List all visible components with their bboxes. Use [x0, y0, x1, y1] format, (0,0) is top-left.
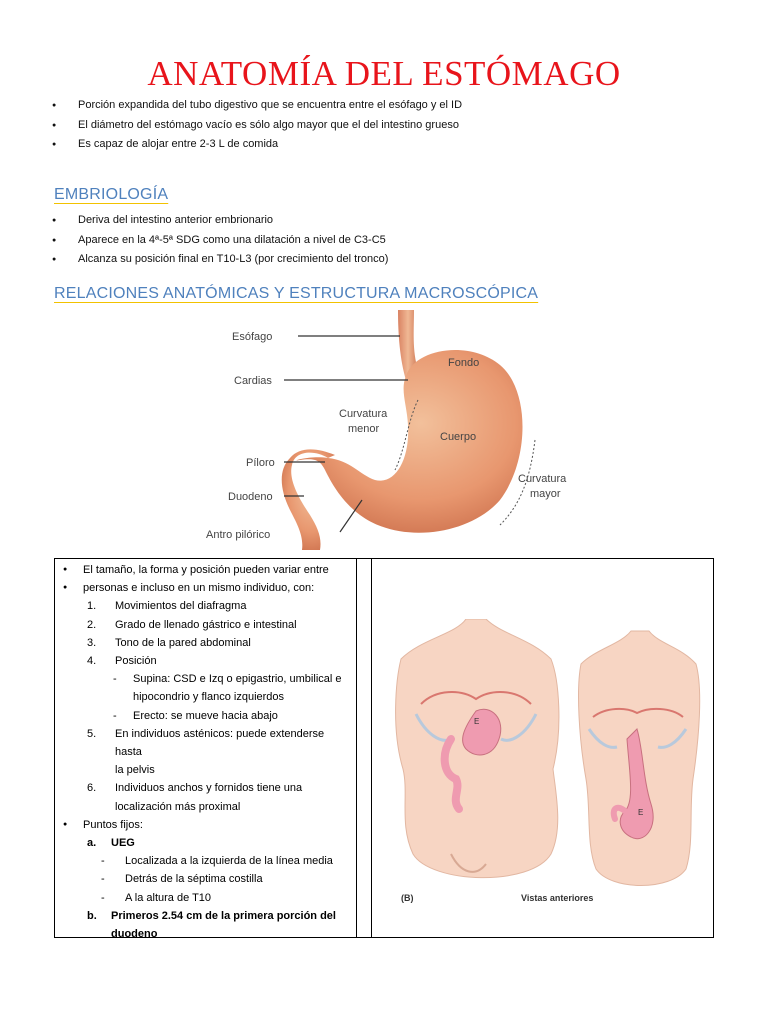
- label-curvatura-menor-1: Curvatura: [339, 408, 388, 420]
- sub-item: - Erecto: se mueve hacia abajo: [113, 709, 278, 722]
- label-curvatura-mayor-1: Curvatura: [518, 473, 567, 485]
- embriologia-list: [40, 211, 388, 270]
- table-divider: [356, 559, 357, 937]
- list-item: ● Deriva del intestino anterior embrionario: [40, 211, 388, 231]
- list-item: ● Alcanza su posición final en T10-L3 (por crecimiento del tronco): [40, 250, 388, 270]
- section-heading-relaciones: RELACIONES ANATÓMICAS Y ESTRUCTURA MACROSCÓPICA: [54, 285, 539, 302]
- label-cuerpo: Cuerpo: [440, 431, 477, 443]
- numbered-item-cont: la pelvis: [115, 764, 155, 777]
- sub-item: - Detrás de la séptima costilla: [101, 873, 263, 886]
- label-piloro: Píloro: [246, 457, 275, 469]
- list-item: ● Porción expandida del tubo digestivo que se encuentra entre el esófago y el ID: [40, 96, 462, 116]
- stomach-label-e1: E: [474, 717, 480, 726]
- stomach-label-e2: E: [638, 808, 644, 817]
- stomach-shape: [297, 350, 523, 533]
- numbered-item: 4. Posición: [87, 655, 157, 668]
- sub-item-cont: hipocondrio y flanco izquierdos: [133, 691, 285, 704]
- anterior-views-figure: [381, 619, 701, 909]
- page-title: ANATOMÍA DEL ESTÓMAGO: [147, 54, 621, 93]
- figure-caption: Vistas anteriores: [521, 893, 594, 903]
- numbered-item: 1. Movimientos del diafragma: [87, 600, 247, 613]
- intro-list: [40, 96, 462, 155]
- lettered-item: a. UEG: [87, 837, 135, 850]
- section-heading-embriologia: EMBRIOLOGÍA: [54, 186, 169, 203]
- sub-item: - Localizada a la izquierda de la línea media: [101, 855, 333, 868]
- sub-item: - Supina: CSD e Izq o epigastrio, umbilical e: [113, 673, 342, 686]
- info-table: [54, 558, 714, 941]
- numbered-item-cont: localización más proximal: [115, 800, 241, 813]
- numbered-item: 5. En individuos asténicos: puede extenderse hasta: [87, 727, 325, 759]
- sub-item: - A la altura de T10: [101, 891, 212, 904]
- label-curvatura-menor-2: menor: [348, 423, 380, 435]
- list-item: ● Es capaz de alojar entre 2-3 L de comida: [40, 135, 462, 155]
- label-curvatura-mayor-2: mayor: [530, 488, 561, 500]
- label-duodeno: Duodeno: [228, 491, 273, 503]
- figure-letter: (B): [401, 893, 414, 903]
- table-divider: [371, 559, 372, 937]
- numbered-item: 3. Tono de la pared abdominal: [87, 636, 251, 649]
- label-cardias: Cardias: [234, 375, 272, 387]
- stomach-diagram: [200, 310, 570, 550]
- text-line: ● El tamaño, la forma y posición pueden variar entre: [61, 561, 351, 579]
- lettered-item-cont: duodeno: [111, 928, 158, 941]
- label-antro-pilorico: Antro pilórico: [206, 529, 271, 541]
- numbered-item: 2. Grado de llenado gástrico e intestinal: [87, 618, 297, 631]
- label-fondo: Fondo: [448, 357, 480, 369]
- text-line: ● Puntos fijos:: [61, 816, 351, 834]
- lettered-item: b. Primeros 2.54 cm de la primera porción del: [87, 909, 336, 922]
- table-left-cell: [61, 561, 351, 943]
- list-item: ● Aparece en la 4ª-5ª SDG como una dilatación a nivel de C3-C5: [40, 231, 388, 251]
- numbered-item: 6. Individuos anchos y fornidos tiene una: [87, 782, 303, 795]
- label-esofago: Esófago: [232, 331, 273, 343]
- text-line: ● personas e incluso en un mismo individuo, con:: [61, 579, 351, 597]
- list-item: ● El diámetro del estómago vacío es sólo algo mayor que el del intestino grueso: [40, 116, 462, 136]
